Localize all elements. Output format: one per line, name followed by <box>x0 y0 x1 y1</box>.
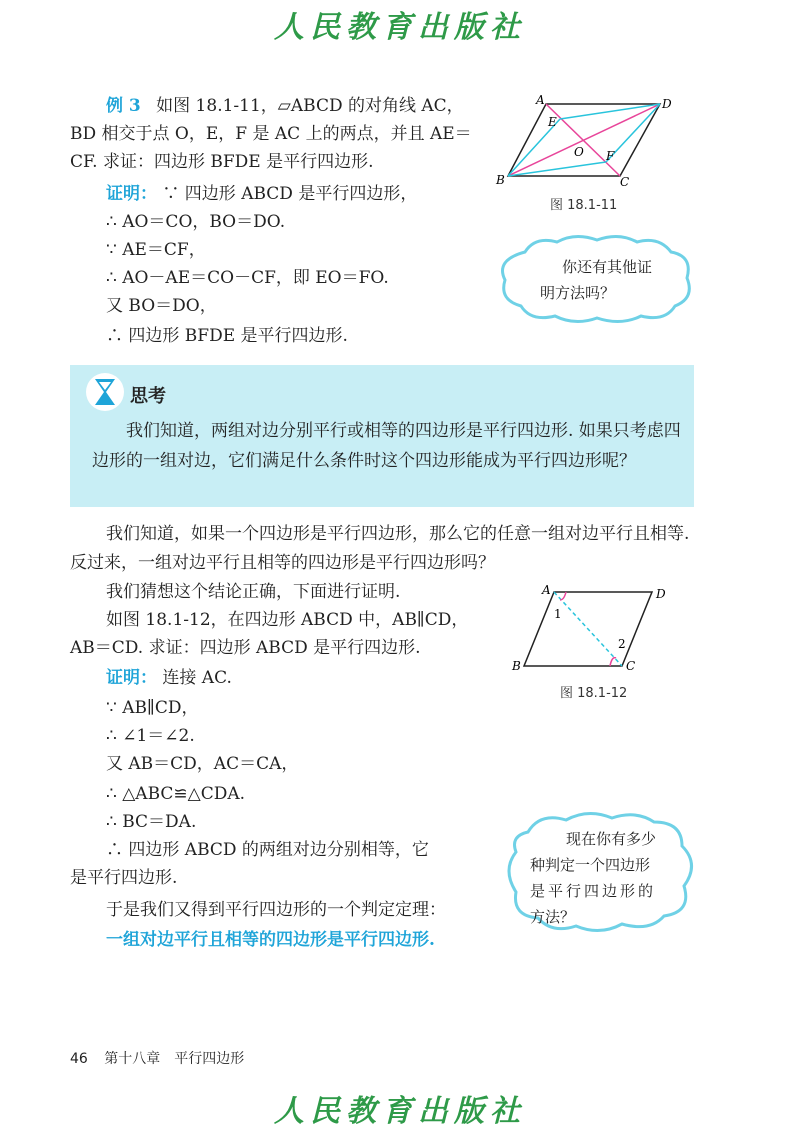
proof-2-line-6: ∴ 四边形 ABCD 的两组对边分别相等，它 <box>106 840 429 860</box>
paragraph-3-line-2: AB＝CD. 求证：四边形 ABCD 是平行四边形. <box>70 638 421 658</box>
proof-line-5: 又 BO＝DO， <box>106 296 217 316</box>
proof-2-line-5: ∴ BC＝DA. <box>106 812 197 832</box>
proof-line-1: ∵ 四边形 ABCD 是平行四边形， <box>162 184 418 204</box>
cloud-1-line-1: 你还有其他证 <box>562 258 653 276</box>
proof-line-6: ∴ 四边形 BFDE 是平行四边形. <box>106 326 348 346</box>
proof-line-4: ∴ AO－AE＝CO－CF，即 EO＝FO. <box>106 268 389 288</box>
proof-label: 证明： <box>106 184 157 204</box>
label-o: O <box>574 145 584 159</box>
cloud-1-line-2: 明方法吗？ <box>540 284 616 302</box>
angle-2-arc <box>610 658 616 666</box>
hourglass-icon <box>85 372 125 412</box>
label-b: B <box>512 659 521 673</box>
proof-2-first-line <box>106 664 232 692</box>
think-body: 我们知道，两组对边分别平行或相等的四边形是平行四边形. 如果只考虑四边形的一组对边，它们满足什么条件时这个四边形能成为平行四边形呢？ <box>92 421 681 471</box>
theorem-statement: 一组对边平行且相等的四边形是平行四边形. <box>106 930 435 950</box>
proof-2-line-2: ∴ ∠1＝∠2. <box>106 726 195 746</box>
label-c: C <box>620 175 630 189</box>
paragraph-1: 我们知道，如果一个四边形是平行四边形，那么它的任意一组对边平行且相等. 反过来，一组对边平行且相等的四边形是平行四边形吗？ <box>70 524 690 573</box>
cloud-2-line-1: 现在你有多少 <box>566 830 657 848</box>
example-3-label: 例 3 <box>106 96 141 116</box>
example-label <box>106 92 464 120</box>
angle-label-2: 2 <box>618 637 626 651</box>
figure-18-1-12 <box>508 580 688 680</box>
problem-line-2: BD 相交于点 O，E，F 是 AC 上的两点，并且 AE＝ <box>70 124 472 144</box>
label-a: A <box>536 93 545 107</box>
label-a: A <box>542 583 551 597</box>
conclusion-intro: 于是我们又得到平行四边形的一个判定定理： <box>106 900 446 920</box>
angle-label-1: 1 <box>554 607 562 621</box>
proof-2-line-1: ∵ AB∥CD， <box>106 698 199 718</box>
cloud-2-line-3: 是平行四边形的 <box>530 882 657 900</box>
proof-line-2: ∴ AO＝CO，BO＝DO. <box>106 212 286 232</box>
label-d: D <box>662 97 672 111</box>
proof-2-line-4: ∴ △ABC≌△CDA. <box>106 784 246 804</box>
page-footer <box>70 1048 244 1068</box>
problem-line-1: 如图 18.1-11，▱ABCD 的对角线 AC， <box>156 96 464 116</box>
figure-18-1-11 <box>490 92 690 192</box>
proof-2-line-3: 又 AB＝CD，AC＝CA， <box>106 754 299 774</box>
diagonal-ac-dashed <box>554 592 622 666</box>
publisher-logo-top: 人民教育出版社 <box>274 10 526 45</box>
think-title: 思考 <box>130 386 166 407</box>
paragraph-3-line-1: 如图 18.1-12，在四边形 ABCD 中，AB∥CD， <box>106 610 469 630</box>
label-c: C <box>626 659 636 673</box>
label-f: F <box>606 149 615 163</box>
chapter-title: 第十八章 平行四边形 <box>104 1051 245 1067</box>
publisher-logo-bottom: 人民教育出版社 <box>274 1094 526 1129</box>
proof-line-3: ∵ AE＝CF， <box>106 240 206 260</box>
proof-first-line <box>106 180 417 208</box>
paragraph-2: 我们猜想这个结论正确，下面进行证明. <box>106 582 401 602</box>
label-d: D <box>656 587 666 601</box>
problem-line-3: CF. 求证：四边形 BFDE 是平行四边形. <box>70 152 374 172</box>
page-number: 46 <box>70 1051 88 1067</box>
proof-2-first: 连接 AC. <box>162 668 232 688</box>
proof-2-line-7: 是平行四边形. <box>70 868 178 888</box>
label-e: E <box>548 115 557 129</box>
cloud-2-line-2: 种判定一个四边形 <box>530 856 651 874</box>
proof-2-label: 证明： <box>106 668 157 688</box>
label-b: B <box>496 173 505 187</box>
cloud-2-line-4: 方法？ <box>530 908 576 926</box>
figure-18-1-11-caption: 图 18.1-11 <box>550 198 618 213</box>
figure-18-1-12-caption: 图 18.1-12 <box>560 686 628 701</box>
